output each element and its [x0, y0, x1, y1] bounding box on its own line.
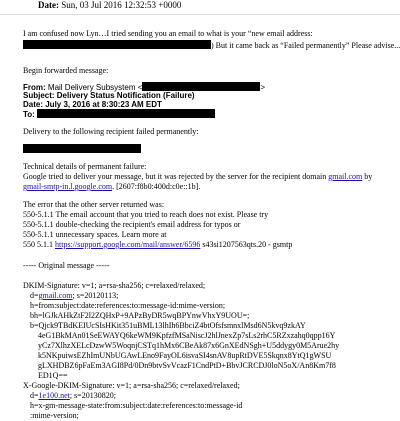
forward-date-line — [23, 100, 162, 109]
error-line-5 — [23, 240, 292, 250]
dkim-line: k5NKpuiwsEZhImUNbUGAwLEno9FayOL6isvaSI4snAV8upRtDVE5Skqnx8YtQ1gWSU — [38, 351, 332, 360]
technical-details-heading: Technical details of permanent failure: — [23, 162, 147, 171]
x-dkim-line: :mime-version; — [30, 411, 79, 420]
forward-subject-line — [23, 91, 195, 100]
error-heading: The error that the other server returned was: — [23, 200, 165, 209]
intro-line-2-text: ) But it came back as “Failed permanently” Please advise... — [211, 41, 400, 50]
redacted-block — [23, 40, 211, 49]
redacted-block — [23, 144, 141, 153]
intro-line-2 — [23, 40, 400, 51]
technical-ip: . [2607:f8b0:400d:c0e::1b]. — [112, 182, 201, 191]
technical-text: Google tried to deliver your message, but it was rejected by the server for the recipient domain — [23, 172, 327, 181]
smtp-server-link[interactable]: gmail-smtp-in.l.google.com — [23, 182, 113, 191]
redacted-block — [37, 109, 215, 118]
dkim-s: ; s=20120113; — [72, 291, 119, 300]
dkim-d-prefix: d= — [30, 291, 39, 300]
subject-text: Subject: Delivery Status Notification (Failure) — [23, 91, 195, 100]
header-bar — [0, 0, 400, 15]
1e100-link[interactable]: 1e100.net — [38, 391, 70, 400]
from-end: > — [260, 83, 266, 92]
dkim-line: h=from:subject:date:references:to:message-id:mime-version; — [30, 301, 226, 310]
error-line-4: 550-5.1.1 unnecessary spaces. Learn more at — [23, 230, 167, 239]
dkim-line: 4eG1BkMAn01SeEWAYQ6keWM9KpfzfMSaNiscJ2hlJnexZp7sLs2rhC5RZxzahq0qpp16Y — [38, 331, 336, 340]
gmail-link[interactable]: gmail.com — [38, 291, 73, 300]
technical-details-line-3 — [23, 182, 200, 192]
gmail-link[interactable]: gmail.com — [328, 172, 363, 181]
dkim-signature: DKIM-Signature: v=1; a=rsa-sha256; c=relaxed/relaxed; — [23, 281, 206, 290]
fwd-date-text: Date: July 3, 2016 at 8:30:23 AM EDT — [23, 100, 162, 109]
technical-details-line-2 — [23, 172, 372, 182]
dkim-line: gLXHDBZ6pFaEm3AGI8Pd/0Dn9btvSvVcazF1CndPtD+BbvJCRCDJ0loN5oX/An8Km7f8 — [38, 361, 336, 370]
dkim-line — [30, 291, 118, 301]
from-label: From: — [23, 83, 46, 92]
original-message-divider: ----- Original message ----- — [23, 261, 110, 270]
x-dkim-s: ; s=20130820; — [69, 391, 116, 400]
delivery-failed-text: Delivery to the following recipient failed permanently: — [23, 127, 199, 136]
to-label: To: — [23, 110, 35, 119]
error-line-3: 550-5.1.1 double-checking the recipient's email address for typos or — [23, 220, 241, 229]
dkim-line: ED1Q== — [38, 371, 68, 380]
technical-by: by — [362, 172, 373, 181]
forward-to-line — [23, 109, 215, 119]
begin-forwarded-message: Begin forwarded message: — [23, 66, 109, 75]
dkim-line: yCz7XlhzXELcDzwW5WoqnjCSTq1hMx6CBeAk87x6GnXEdNSgh+U5ddygy0M5Arue2hy — [38, 341, 340, 350]
x-google-dkim-signature: X-Google-DKIM-Signature: v=1; a=rsa-sha256; c=relaxed/relaxed; — [23, 381, 240, 390]
x-dkim-d-prefix: d= — [30, 391, 39, 400]
date-value: Sun, 03 Jul 2016 12:32:53 +0000 — [61, 0, 182, 10]
support-link[interactable]: https://support.google.com/mail/answer/6596 — [55, 240, 201, 249]
redacted-block — [142, 82, 260, 91]
error-line-2: 550-5.1.1 The email account that you tried to reach does not exist. Please try — [23, 210, 269, 219]
error-suffix: s43si1207563qts.20 - gsmtp — [200, 240, 293, 249]
intro-line-1: I am confused now Lyn…I tried sending you an email to what is your “new email address: — [23, 29, 313, 38]
dkim-line: bh=lGJkAHkZtF2l2ZQHxP+9APzByDR5wqBPYnwVhxY9UOU=; — [30, 311, 250, 320]
date-label: Date: — [38, 0, 59, 10]
x-dkim-line: h=x-gm-message-state:from:subject:date:references:to:message-id — [30, 401, 243, 410]
error-code: 550 5.1.1 — [23, 240, 55, 249]
from-value: Mail Delivery Subsystem < — [47, 83, 143, 92]
dkim-line: b=Qjck9TBdKEIUcSIsHKit351uBML13lhIh6BbciZ4btOfsfsmnxlMsd6N5kvq9zkAY — [30, 321, 306, 330]
redacted-recipient — [23, 144, 141, 155]
email-date-header — [38, 0, 181, 10]
